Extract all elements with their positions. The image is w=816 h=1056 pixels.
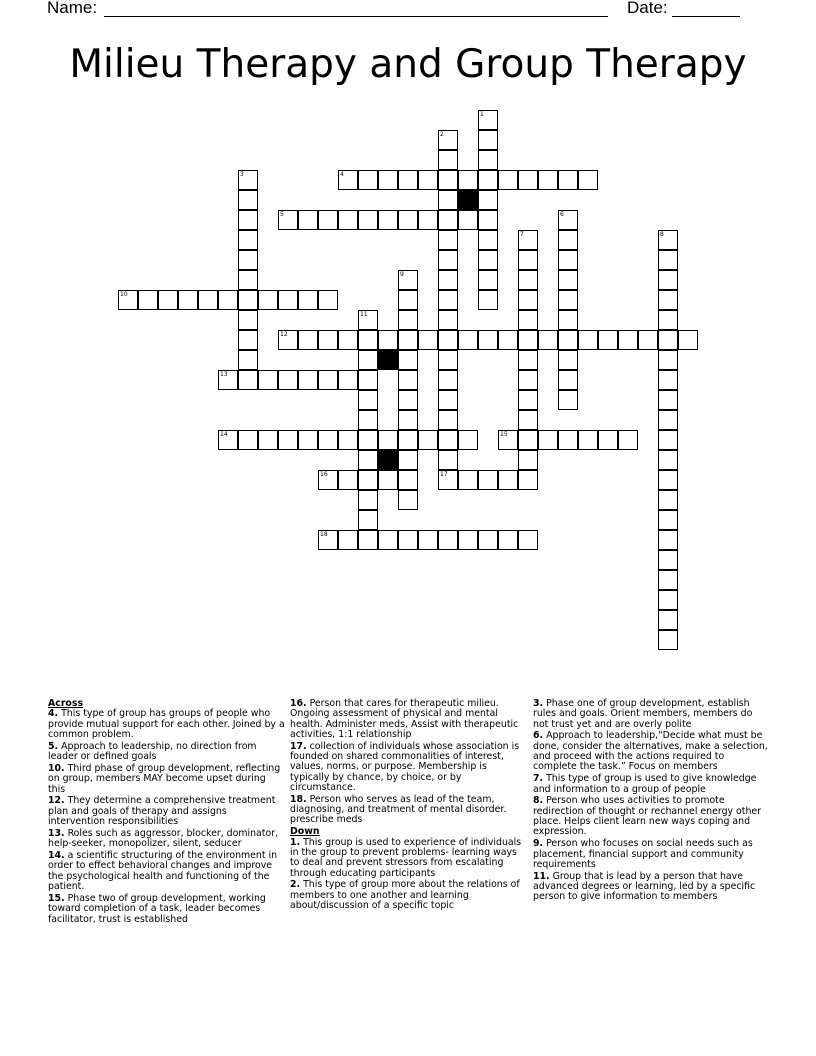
grid-cell[interactable] — [658, 290, 678, 310]
grid-cell[interactable] — [658, 550, 678, 570]
grid-cell[interactable] — [438, 430, 458, 450]
grid-cell[interactable] — [458, 330, 478, 350]
clue-down-1: 1. This group is used to experience of individuals in the group to prevent problems- learning ways to deal and prevent stressors from escalating through educating participants — [290, 836, 522, 879]
grid-cell[interactable] — [358, 390, 378, 410]
clue-number: 13 — [220, 371, 228, 378]
grid-cell[interactable] — [378, 430, 398, 450]
grid-cell[interactable] — [358, 430, 378, 450]
grid-cell[interactable] — [558, 310, 578, 330]
grid-cell[interactable] — [518, 250, 538, 270]
grid-cell[interactable] — [558, 290, 578, 310]
grid-cell[interactable] — [538, 170, 558, 190]
grid-cell[interactable] — [378, 170, 398, 190]
grid-cell[interactable] — [558, 250, 578, 270]
grid-cell[interactable] — [598, 330, 618, 350]
grid-cell[interactable] — [278, 290, 298, 310]
grid-cell[interactable] — [298, 330, 318, 350]
grid-cell[interactable] — [498, 170, 518, 190]
grid-cell[interactable] — [518, 410, 538, 430]
grid-cell[interactable] — [198, 290, 218, 310]
grid-cell[interactable] — [158, 290, 178, 310]
grid-cell[interactable] — [238, 290, 258, 310]
grid-cell[interactable] — [458, 430, 478, 450]
clue-down-8: 8. Person who uses activities to promote redirection of thought or rechannel energy other place. Helps client learn new ways coping and expression. — [533, 795, 762, 838]
grid-cell[interactable] — [358, 330, 378, 350]
clue-number: 5 — [280, 211, 284, 218]
grid-cell[interactable] — [398, 530, 418, 550]
grid-cell[interactable] — [558, 370, 578, 390]
clue-down-2: 2. This type of group more about the relations of members to one another and learning about/discussion of a specific topic — [290, 879, 520, 912]
grid-cell[interactable] — [398, 430, 418, 450]
grid-cell[interactable] — [658, 570, 678, 590]
grid-cell[interactable] — [658, 630, 678, 650]
grid-cell[interactable] — [418, 330, 438, 350]
clue-number: 17 — [440, 471, 448, 478]
grid-cell[interactable] — [318, 430, 338, 450]
grid-cell[interactable] — [338, 370, 358, 390]
grid-cell[interactable] — [438, 290, 458, 310]
grid-cell[interactable] — [458, 170, 478, 190]
grid-cell[interactable] — [658, 250, 678, 270]
grid-cell[interactable] — [658, 430, 678, 450]
clues-column-2 — [290, 699, 527, 913]
grid-cell[interactable] — [338, 430, 358, 450]
grid-cell[interactable] — [338, 470, 358, 490]
grid-cell[interactable] — [358, 170, 378, 190]
grid-cell[interactable] — [558, 230, 578, 250]
grid-cell[interactable] — [398, 370, 418, 390]
grid-cell[interactable] — [398, 310, 418, 330]
clues-column-1 — [48, 699, 285, 926]
grid-cell[interactable] — [298, 430, 318, 450]
grid-cell[interactable] — [338, 530, 358, 550]
grid-cell[interactable] — [438, 170, 458, 190]
grid-cell[interactable] — [478, 230, 498, 250]
grid-cell[interactable] — [218, 290, 238, 310]
shaded-square — [378, 350, 398, 370]
grid-cell[interactable] — [518, 530, 538, 550]
grid-cell[interactable] — [338, 330, 358, 350]
clue-number: 8 — [660, 231, 664, 238]
grid-cell[interactable] — [518, 170, 538, 190]
grid-cell[interactable] — [278, 370, 298, 390]
grid-cell[interactable] — [478, 170, 498, 190]
grid-cell[interactable] — [438, 350, 458, 370]
grid-cell[interactable] — [238, 430, 258, 450]
grid-cell[interactable] — [398, 450, 418, 470]
grid-cell[interactable] — [258, 430, 278, 450]
grid-cell[interactable] — [238, 210, 258, 230]
grid-cell[interactable] — [358, 350, 378, 370]
grid-cell[interactable] — [398, 290, 418, 310]
grid-cell[interactable] — [518, 390, 538, 410]
grid-cell[interactable] — [258, 370, 278, 390]
grid-cell[interactable] — [478, 210, 498, 230]
grid-cell[interactable] — [518, 370, 538, 390]
grid-cell[interactable] — [518, 430, 538, 450]
clue-down-7: 7. This type of group is used to give knowledge and information to a group of people — [533, 773, 757, 795]
grid-cell[interactable] — [418, 210, 438, 230]
across-heading: Across — [48, 698, 84, 709]
down-heading: Down — [290, 826, 320, 838]
grid-cell[interactable] — [398, 350, 418, 370]
grid-cell[interactable] — [298, 210, 318, 230]
clue-across-15: 15. Phase two of group development, working toward completion of a task, leader becomes facilitator, trust is established — [48, 892, 266, 925]
clue-down-9: 9. Person who focuses on social needs such as placement, financial support and community requirements — [533, 838, 753, 870]
grid-cell[interactable] — [358, 370, 378, 390]
grid-cell[interactable] — [558, 170, 578, 190]
grid-cell[interactable] — [318, 210, 338, 230]
grid-cell[interactable] — [398, 470, 418, 490]
grid-cell[interactable] — [438, 230, 458, 250]
grid-cell[interactable] — [238, 230, 258, 250]
clue-across-18: 18. Person who serves as lead of the team, diagnosing, and treatment of mental disorder. prescribe meds — [290, 793, 507, 826]
clue-number: 12 — [280, 331, 288, 338]
grid-cell[interactable] — [398, 390, 418, 410]
grid-cell[interactable] — [378, 210, 398, 230]
clue-number: 2 — [440, 131, 444, 138]
grid-cell[interactable] — [358, 450, 378, 470]
grid-cell[interactable] — [658, 270, 678, 290]
grid-cell[interactable] — [478, 250, 498, 270]
page-title: Milieu Therapy and Group Therapy — [69, 42, 747, 87]
grid-cell[interactable] — [318, 290, 338, 310]
clue-across-5: 5. Approach to leadership, no direction from leader or defined goals — [48, 740, 257, 763]
clue-across-14: 14. a scientific structuring of the environment in order to effect behavioral changes and improve the psychological health and functioning of the patient. — [48, 850, 278, 893]
grid-cell[interactable] — [438, 310, 458, 330]
clue-number: 6 — [560, 211, 564, 218]
grid-cell[interactable] — [658, 450, 678, 470]
grid-cell[interactable] — [458, 530, 478, 550]
clue-number: 18 — [320, 531, 328, 538]
grid-cell[interactable] — [298, 370, 318, 390]
grid-cell[interactable] — [478, 190, 498, 210]
clue-across-10: 10. Third phase of group development, reflecting on group, members MAY become upset during this — [48, 762, 281, 795]
clue-number: 3 — [240, 171, 244, 178]
grid-cell[interactable] — [278, 430, 298, 450]
grid-cell[interactable] — [538, 330, 558, 350]
clues-column-3 — [533, 699, 770, 904]
grid-cell[interactable] — [518, 330, 538, 350]
grid-cell[interactable] — [518, 350, 538, 370]
grid-cell[interactable] — [438, 410, 458, 430]
grid-cell[interactable] — [238, 190, 258, 210]
grid-cell[interactable] — [418, 170, 438, 190]
grid-cell[interactable] — [558, 430, 578, 450]
grid-cell[interactable] — [558, 350, 578, 370]
grid-cell[interactable] — [658, 610, 678, 630]
grid-cell[interactable] — [378, 330, 398, 350]
clue-number: 1 — [480, 111, 484, 118]
date-label: Date: — [627, 0, 668, 17]
grid-cell[interactable] — [478, 330, 498, 350]
grid-cell[interactable] — [338, 210, 358, 230]
grid-cell[interactable] — [658, 490, 678, 510]
grid-cell[interactable] — [578, 430, 598, 450]
grid-cell[interactable] — [558, 270, 578, 290]
grid-cell[interactable] — [238, 330, 258, 350]
clue-number: 11 — [360, 311, 368, 318]
grid-cell[interactable] — [438, 330, 458, 350]
grid-cell[interactable] — [358, 210, 378, 230]
grid-cell[interactable] — [658, 370, 678, 390]
clue-across-12: 12. They determine a comprehensive treatment plan and goals of therapy and assigns intervention responsibilities — [48, 795, 276, 828]
grid-cell[interactable] — [558, 390, 578, 410]
grid-cell[interactable] — [258, 290, 278, 310]
grid-cell[interactable] — [658, 310, 678, 330]
grid-cell[interactable] — [658, 330, 678, 350]
grid-cell[interactable] — [518, 270, 538, 290]
grid-cell[interactable] — [238, 350, 258, 370]
grid-cell[interactable] — [498, 530, 518, 550]
grid-cell[interactable] — [478, 130, 498, 150]
clue-across-16: 16. Person that cares for therapeutic milieu. Ongoing assessment of physical and mental health. Administer meds, Assist with therapeutic activities, 1:1 relationship — [290, 698, 519, 740]
grid-cell[interactable] — [618, 330, 638, 350]
clue-down-11: 11. Group that is lead by a person that have advanced degrees or learning, led by a specific person to give information to members — [533, 870, 756, 903]
grid-cell[interactable] — [478, 290, 498, 310]
grid-cell[interactable] — [438, 270, 458, 290]
grid-cell[interactable] — [518, 310, 538, 330]
grid-cell[interactable] — [378, 530, 398, 550]
grid-cell[interactable] — [398, 330, 418, 350]
grid-cell[interactable] — [538, 430, 558, 450]
clue-number: 10 — [120, 291, 128, 298]
grid-cell[interactable] — [238, 310, 258, 330]
grid-cell[interactable] — [458, 210, 478, 230]
grid-cell[interactable] — [378, 470, 398, 490]
grid-cell[interactable] — [478, 530, 498, 550]
shaded-square — [378, 450, 398, 470]
clue-number: 14 — [220, 431, 228, 438]
clue-down-3: 3. Phase one of group development, establish rules and goals. Orient members, members do not trust yet and are overly polite — [533, 698, 753, 730]
grid-cell[interactable] — [638, 330, 658, 350]
grid-cell[interactable] — [658, 590, 678, 610]
grid-cell[interactable] — [438, 390, 458, 410]
shaded-square — [458, 190, 478, 210]
grid-cell[interactable] — [658, 530, 678, 550]
grid-cell[interactable] — [398, 410, 418, 430]
grid-cell[interactable] — [298, 290, 318, 310]
name-label: Name: — [47, 0, 98, 17]
clue-across-17: 17. collection of individuals whose association is founded on shared commonalities of interest, values, norms, or purpose. Membership is typically by chance, by choice, or by circumstance. — [290, 740, 520, 793]
clue-across-4: 4. This type of group has groups of people who provide mutual support for each other. Joined by a common problem. — [48, 708, 285, 740]
grid-cell[interactable] — [358, 470, 378, 490]
grid-cell[interactable] — [598, 430, 618, 450]
grid-cell[interactable] — [398, 210, 418, 230]
clue-down-6: 6. Approach to leadership,“Decide what must be done, consider the alternatives, make a selection, and proceed with the actions required to complete the task.” Focus on members — [533, 730, 768, 773]
grid-cell[interactable] — [398, 490, 418, 510]
grid-cell[interactable] — [458, 470, 478, 490]
grid-cell[interactable] — [658, 470, 678, 490]
grid-cell[interactable] — [438, 450, 458, 470]
grid-cell[interactable] — [238, 250, 258, 270]
grid-cell[interactable] — [438, 250, 458, 270]
grid-cell[interactable] — [358, 530, 378, 550]
clue-number: 16 — [320, 471, 328, 478]
grid-cell[interactable] — [478, 150, 498, 170]
clue-number: 4 — [340, 171, 344, 178]
grid-cell[interactable] — [658, 510, 678, 530]
grid-cell[interactable] — [578, 170, 598, 190]
grid-cell[interactable] — [658, 410, 678, 430]
clue-number: 15 — [500, 431, 508, 438]
grid-cell[interactable] — [238, 270, 258, 290]
grid-cell[interactable] — [518, 450, 538, 470]
grid-cell[interactable] — [658, 390, 678, 410]
grid-cell[interactable] — [178, 290, 198, 310]
grid-cell[interactable] — [438, 210, 458, 230]
grid-cell[interactable] — [658, 350, 678, 370]
grid-cell[interactable] — [678, 330, 698, 350]
grid-cell[interactable] — [418, 430, 438, 450]
grid-cell[interactable] — [238, 370, 258, 390]
grid-cell[interactable] — [478, 270, 498, 290]
grid-cell[interactable] — [438, 530, 458, 550]
grid-cell[interactable] — [318, 370, 338, 390]
clue-across-13: 13. Roles such as aggressor, blocker, dominator, help-seeker, monopolizer, silent, seducer — [48, 827, 279, 850]
grid-cell[interactable] — [358, 410, 378, 430]
grid-cell[interactable] — [358, 510, 378, 530]
grid-cell[interactable] — [518, 290, 538, 310]
grid-cell[interactable] — [398, 170, 418, 190]
grid-cell[interactable] — [558, 330, 578, 350]
grid-cell[interactable] — [438, 190, 458, 210]
clue-number: 9 — [400, 271, 404, 278]
grid-cell[interactable] — [618, 430, 638, 450]
grid-cell[interactable] — [518, 470, 538, 490]
grid-cell[interactable] — [498, 330, 518, 350]
clue-number: 7 — [520, 231, 524, 238]
grid-cell[interactable] — [358, 490, 378, 510]
grid-cell[interactable] — [438, 150, 458, 170]
grid-cell[interactable] — [478, 470, 498, 490]
grid-cell[interactable] — [138, 290, 158, 310]
grid-cell[interactable] — [438, 370, 458, 390]
grid-cell[interactable] — [578, 330, 598, 350]
grid-cell[interactable] — [418, 530, 438, 550]
grid-cell[interactable] — [498, 470, 518, 490]
grid-cell[interactable] — [318, 330, 338, 350]
